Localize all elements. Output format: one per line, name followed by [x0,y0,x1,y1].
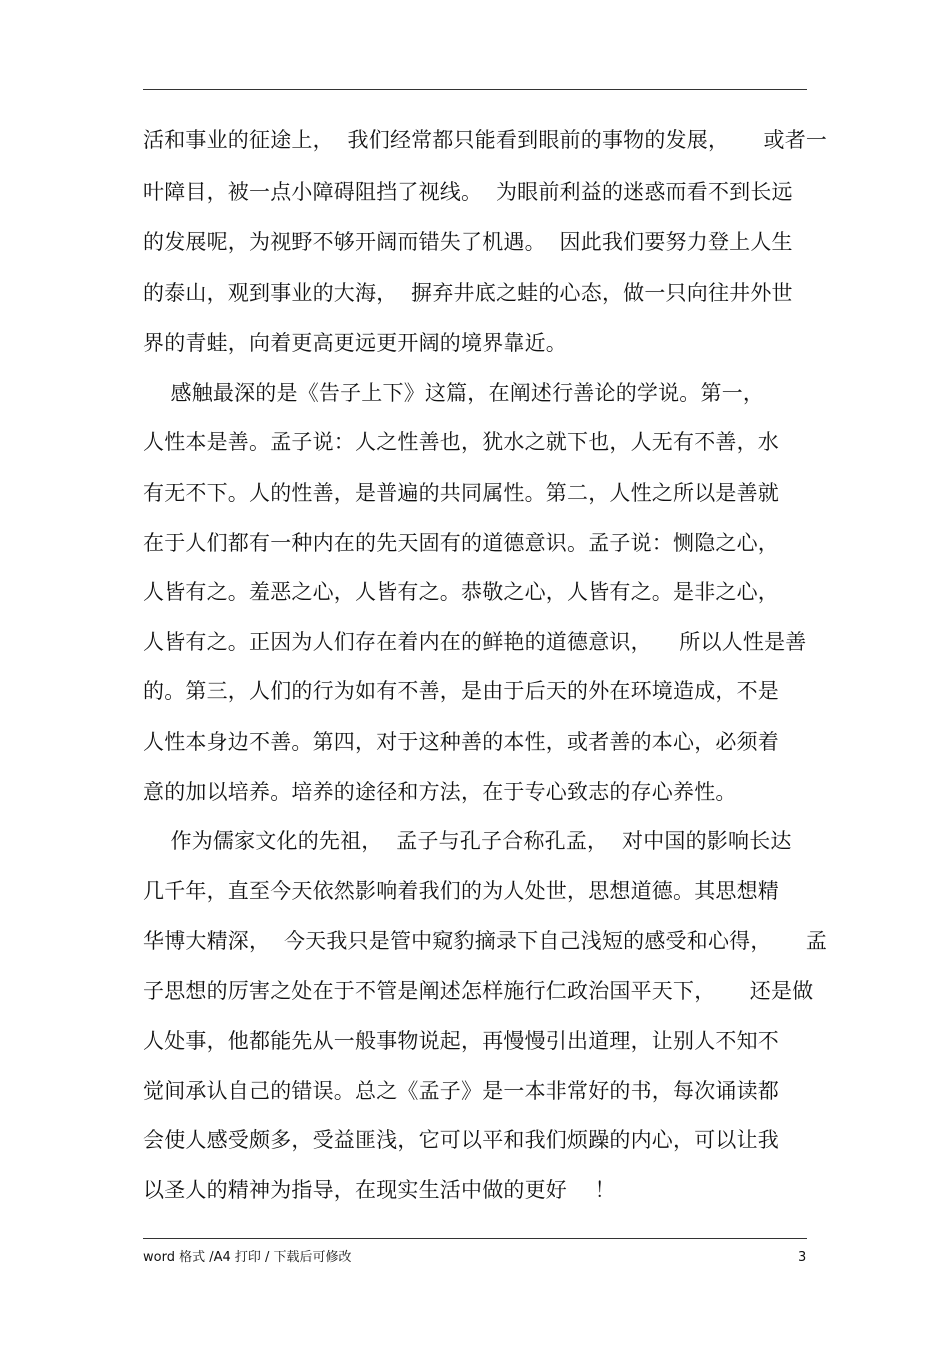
text-line: 以圣人的精神为指导，在现实生活中做的更好 ！ [143,1178,616,1202]
text-line: 的。第三，人们的行为如有不善，是由于后天的外在环境造成，不是 [143,679,779,703]
text-line: 人皆有之。羞恶之心，人皆有之。恭敬之心，人皆有之。是非之心， [143,580,779,604]
text-line: 作为儒家文化的先祖， 孟子与孔子合称孔孟， 对中国的影响长达 [143,829,792,853]
text-line: 有无不下。人的性善，是普遍的共同属性。第二，人性之所以是善就 [143,481,779,505]
text-line: 意的加以培养。培养的途径和方法，在于专心致志的存心养性。 [143,780,737,804]
text-line: 的泰山，观到事业的大海， 摒弃井底之蛙的心态，做一只向往井外世 [143,281,793,305]
text-line: 叶障目，被一点小障碍阻挡了视线。 为眼前利益的迷惑而看不到长远 [143,180,793,204]
text-line: 活和事业的征途上， 我们经常都只能看到眼前的事物的发展， 或者一 [143,128,828,152]
footer-rule [143,1238,807,1239]
text-line: 人性本是善。孟子说：人之性善也，犹水之就下也，人无有不善，水 [143,430,779,454]
text-line: 觉间承认自己的错误。总之《孟子》是一本非常好的书，每次诵读都 [143,1079,779,1103]
text-line: 人皆有之。正因为人们存在着内在的鲜艳的道德意识， 所以人性是善 [143,630,807,654]
text-line: 几千年，直至今天依然影响着我们的为人处世，思想道德。其思想精 [143,879,779,903]
text-line: 在于人们都有一种内在的先天固有的道德意识。孟子说：恻隐之心， [143,531,779,555]
header-rule [143,89,807,90]
text-line: 感触最深的是《告子上下》这篇，在阐述行善论的学说。第一， [143,381,765,405]
text-line: 子思想的厉害之处在于不管是阐述怎样施行仁政治国平天下， 还是做 [143,979,814,1003]
text-line: 会使人感受颇多，受益匪浅，它可以平和我们烦躁的内心，可以让我 [143,1128,779,1152]
text-line: 人性本身边不善。第四，对于这种善的本性，或者善的本心，必须着 [143,730,779,754]
text-line: 的发展呢，为视野不够开阔而错失了机遇。 因此我们要努力登上人生 [143,230,793,254]
page-number: 3 [798,1250,807,1265]
footer-note: word 格式 /A4 打印 / 下载后可修改 [143,1250,352,1265]
text-line: 华博大精深， 今天我只是管中窥豹摘录下自己浅短的感受和心得， 孟 [143,929,828,953]
text-line: 人处事，他都能先从一般事物说起，再慢慢引出道理，让别人不知不 [143,1029,779,1053]
text-line: 界的青蛙，向着更高更远更开阔的境界靠近。 [143,331,567,355]
